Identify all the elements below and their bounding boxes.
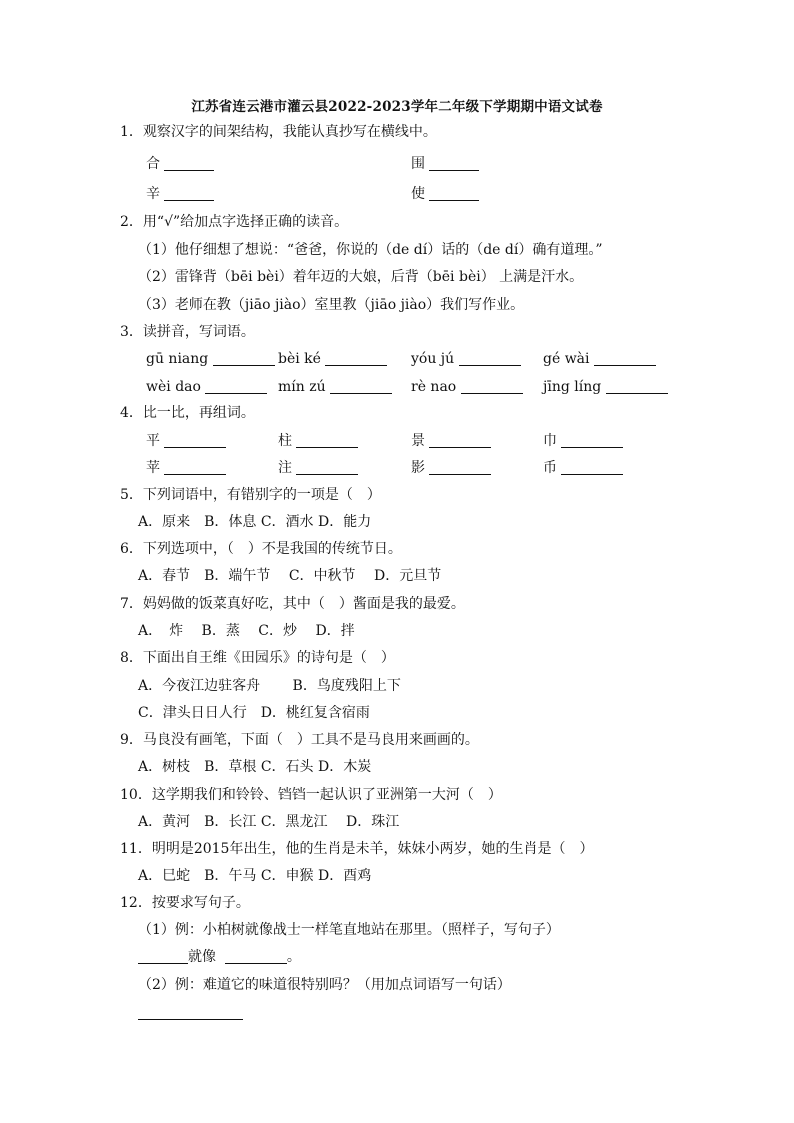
question-12-text: 12．按要求写句子。: [120, 895, 250, 911]
q3-answer-blank[interactable]: [459, 351, 521, 366]
q4-char: 苹: [146, 460, 160, 476]
q4-answer-blank[interactable]: [561, 433, 623, 448]
q5-options: A．原来 B．体息 C．酒水 D．能力: [138, 514, 372, 530]
q4-char: 平: [146, 433, 160, 449]
q1-char: 使: [411, 186, 425, 202]
q8-options-line-2: C．津头日日人行 D．桃红复含宿雨: [138, 705, 370, 721]
question-7-text: 7．妈妈做的饭菜真好吃，其中（ ）酱面是我的最爱。: [120, 596, 465, 612]
q3-answer-blank[interactable]: [213, 351, 275, 366]
q12-answer-blank-sentence[interactable]: [138, 1005, 243, 1020]
question-6-text: 6．下列选项中，（ ）不是我国的传统节日。: [120, 541, 402, 557]
q1-char-row1-right: [411, 155, 479, 173]
question-9-text: 9．马良没有画笔，下面（ ）工具不是马良用来画画的。: [120, 732, 479, 748]
q3-answer-blank[interactable]: [606, 379, 668, 394]
question-1-text: 1．观察汉字的间架结构，我能认真抄写在横线中。: [120, 124, 437, 140]
question-11-text: 11．明明是2015年出生，他的生肖是未羊，妹妹小两岁，她的生肖是（ ）: [120, 841, 594, 857]
q4-char-item: [543, 432, 623, 450]
q3-pinyin-item: [543, 378, 668, 396]
q1-answer-blank[interactable]: [429, 156, 479, 171]
q3-answer-blank[interactable]: [461, 379, 523, 394]
q4-char: 柱: [278, 433, 292, 449]
q4-answer-blank[interactable]: [429, 460, 491, 475]
question-4-text: 4．比一比，再组词。: [120, 405, 255, 421]
q4-answer-blank[interactable]: [164, 460, 226, 475]
q12-fill-end: 。: [286, 949, 301, 965]
q3-pinyin-item: [411, 378, 523, 396]
q7-options: A． 炸 B．蒸 C．炒 D．拌: [138, 623, 355, 639]
q4-answer-blank[interactable]: [561, 460, 623, 475]
q3-answer-blank[interactable]: [594, 351, 656, 366]
q4-char-item: [146, 432, 226, 450]
q2-line-2: （2）雷锋背（bēi bèi）着年迈的大娘，后背（bēi bèi） 上满是汗水。: [138, 269, 584, 285]
q4-char: 影: [411, 460, 425, 476]
q3-pinyin: jīng líng: [543, 379, 602, 395]
question-8-text: 8．下面出自王维《田园乐》的诗句是（ ）: [120, 650, 395, 666]
q12-sub-1-fill: [138, 948, 301, 966]
q3-pinyin: rè nao: [411, 379, 457, 395]
q1-char: 合: [146, 156, 160, 172]
q11-options: A．巳蛇 B．午马 C．申猴 D．酉鸡: [138, 868, 372, 884]
q3-pinyin: yóu jú: [411, 351, 455, 367]
q4-char-item: [411, 459, 491, 477]
q12-sub-2-fill: [138, 1004, 243, 1022]
q9-options: A．树枝 B．草根 C．石头 D．木炭: [138, 759, 372, 775]
q12-answer-blank-subject[interactable]: [138, 949, 188, 964]
q12-answer-blank-object[interactable]: [225, 949, 287, 964]
q4-answer-blank[interactable]: [296, 460, 358, 475]
q3-pinyin-item: [278, 378, 392, 396]
q2-line-3: （3）老师在教（jiāo jiào）室里教（jiāo jiào）我们写作业。: [138, 297, 525, 313]
q2-line-1: （1）他仔细想了想说：“爸爸，你说的（de dí）话的（de dí）确有道理。”: [138, 242, 603, 258]
q12-sub-1: （1）例：小柏树就像战士一样笔直地站在那里。（照样子，写句子）: [138, 922, 560, 938]
page-title: 江苏省连云港市灌云县2022-2023学年二年级下学期期中语文试卷: [191, 99, 603, 115]
q1-answer-blank[interactable]: [164, 156, 214, 171]
q4-char: 币: [543, 460, 557, 476]
q3-answer-blank[interactable]: [205, 379, 267, 394]
question-3-text: 3．读拼音，写词语。: [120, 324, 255, 340]
q1-char-row2-right: [411, 185, 479, 203]
q1-char: 围: [411, 156, 425, 172]
q10-options: A．黄河 B．长江 C．黑龙江 D．珠江: [138, 814, 400, 830]
q4-char-item: [411, 432, 491, 450]
q4-char: 巾: [543, 433, 557, 449]
q3-pinyin-item: [278, 350, 387, 368]
question-10-text: 10．这学期我们和铃铃、铛铛一起认识了亚洲第一大河（ ）: [120, 787, 502, 803]
q12-sub-2: （2）例：难道它的味道很特别吗？（用加点词语写一句话）: [138, 977, 511, 993]
q4-char: 景: [411, 433, 425, 449]
q4-answer-blank[interactable]: [429, 433, 491, 448]
question-2-text: 2．用“√”给加点字选择正确的读音。: [120, 214, 349, 230]
q3-pinyin: bèi ké: [278, 351, 321, 367]
q1-answer-blank[interactable]: [429, 186, 479, 201]
q3-pinyin: gé wài: [543, 351, 590, 367]
q3-pinyin-item: [146, 350, 275, 368]
q6-options: A．春节 B．端午节 C．中秋节 D．元旦节: [138, 568, 442, 584]
q3-pinyin: gū niang: [146, 351, 209, 367]
q3-pinyin: wèi dao: [146, 379, 201, 395]
q3-pinyin-item: [411, 350, 521, 368]
q1-char-row1-left: [146, 155, 214, 173]
q1-char: 辛: [146, 186, 160, 202]
q3-pinyin-item: [543, 350, 656, 368]
q3-answer-blank[interactable]: [330, 379, 392, 394]
q1-answer-blank[interactable]: [164, 186, 214, 201]
question-5-text: 5．下列词语中，有错别字的一项是（ ）: [120, 487, 381, 503]
q12-fill-jiuxiang: 就像: [188, 949, 216, 965]
q4-answer-blank[interactable]: [296, 433, 358, 448]
q3-pinyin: mín zú: [278, 379, 326, 395]
q4-char-item: [543, 459, 623, 477]
q3-pinyin-item: [146, 378, 267, 396]
q3-answer-blank[interactable]: [325, 351, 387, 366]
q4-char-item: [146, 459, 226, 477]
q8-options-line-1: A．今夜江边驻客舟 B．鸟度残阳上下: [138, 678, 401, 694]
q4-answer-blank[interactable]: [164, 433, 226, 448]
q4-char-item: [278, 459, 358, 477]
q4-char-item: [278, 432, 358, 450]
q4-char: 注: [278, 460, 292, 476]
q1-char-row2-left: [146, 185, 214, 203]
